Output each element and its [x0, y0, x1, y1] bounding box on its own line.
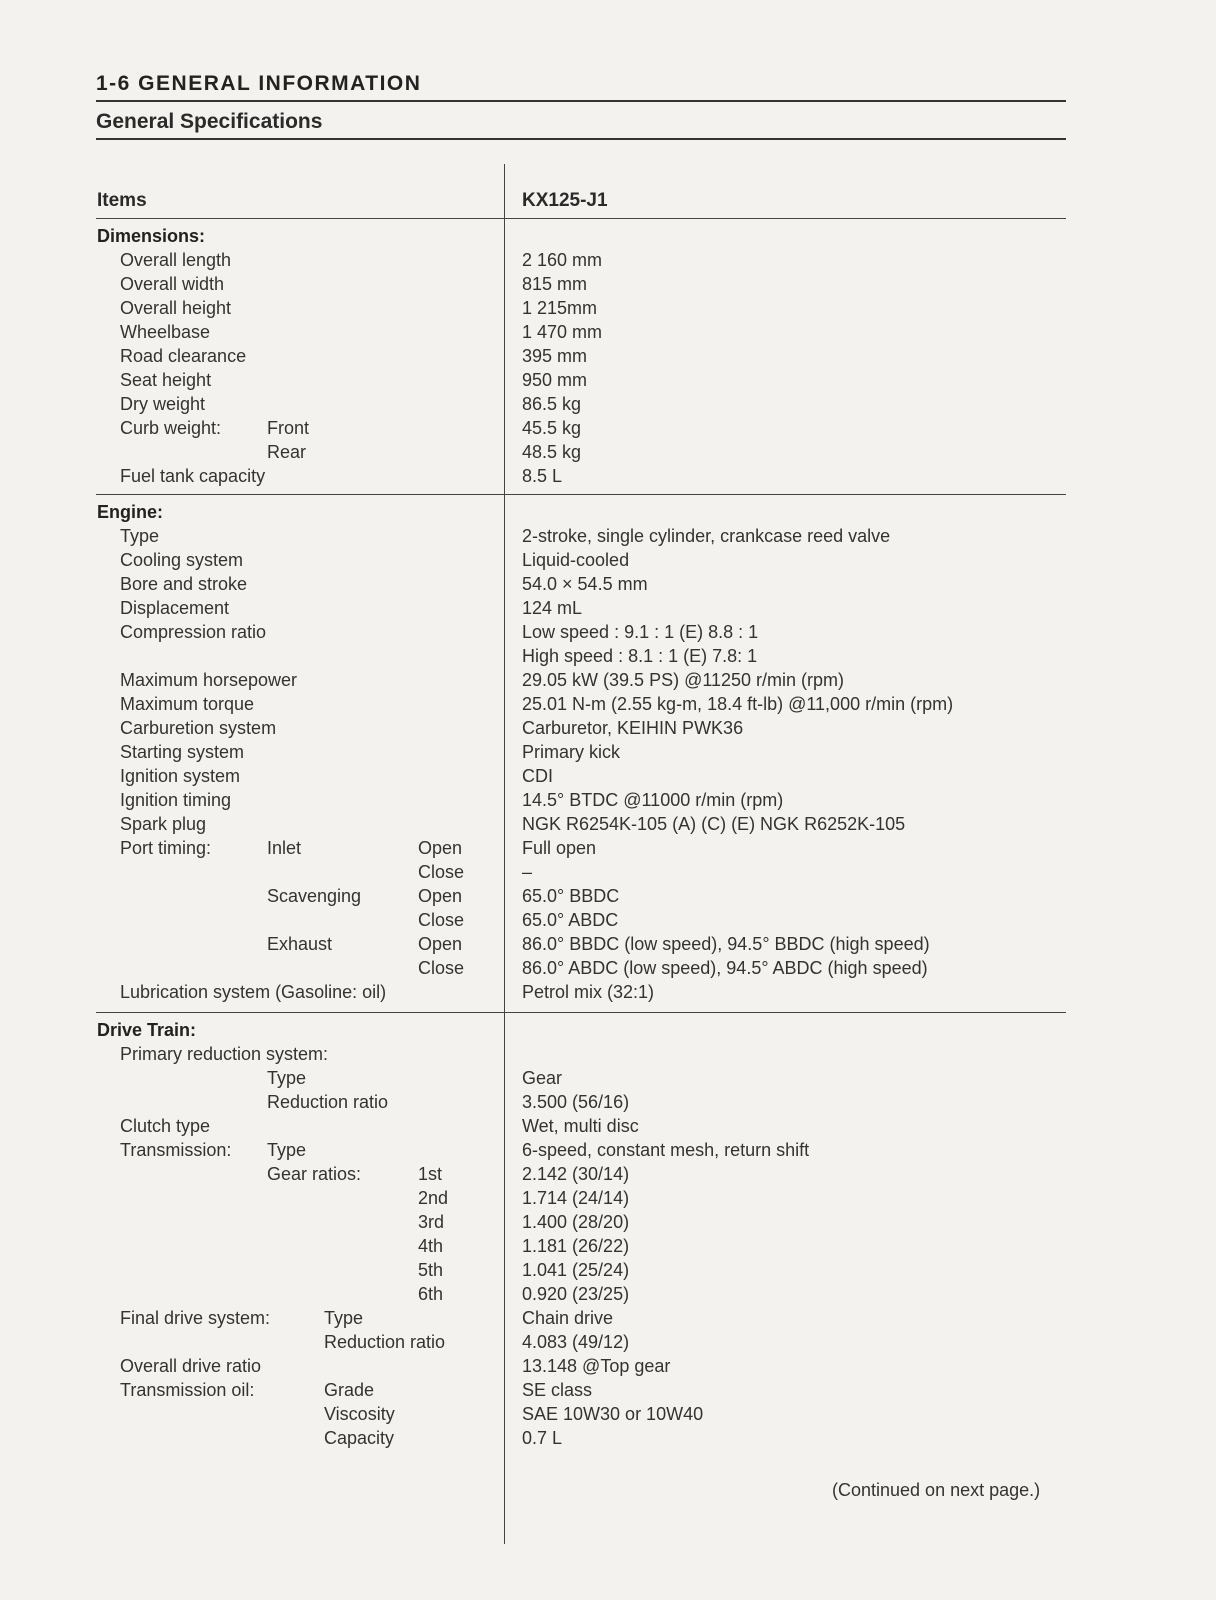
sub-item-label: Viscosity [324, 1404, 395, 1424]
section-divider [96, 1012, 1066, 1013]
spec-value: 6-speed, constant mesh, return shift [522, 1140, 810, 1160]
item-label: Dry weight [120, 394, 206, 414]
item-label: Ignition system [120, 766, 241, 786]
spec-value: 86.5 kg [522, 394, 582, 414]
detail-label: Open [418, 838, 463, 858]
item-label: Maximum torque [120, 694, 255, 714]
spec-value: 4.083 (49/12) [522, 1332, 630, 1352]
spec-value: 395 mm [522, 346, 588, 366]
sub-item-label: Exhaust [267, 934, 333, 954]
spec-value: Chain drive [522, 1308, 614, 1328]
spec-row [0, 344, 1216, 368]
spec-value: Primary kick [522, 742, 620, 762]
spec-value: CDI [522, 766, 553, 786]
item-label: Cooling system [120, 550, 244, 570]
spec-row [0, 524, 1216, 548]
detail-label: Open [418, 886, 463, 906]
sub-item-label: Gear ratios: [267, 1164, 362, 1184]
spec-value: Wet, multi disc [522, 1116, 639, 1136]
item-label: Primary reduction system: [120, 1044, 329, 1064]
spec-value: 48.5 kg [522, 442, 582, 462]
spec-row [0, 860, 1216, 884]
spec-value: 2 160 mm [522, 250, 603, 270]
spec-row [0, 368, 1216, 392]
spec-value: 2.142 (30/14) [522, 1164, 630, 1184]
spec-row [0, 1138, 1216, 1162]
detail-label: 6th [418, 1284, 444, 1304]
spec-value: 8.5 L [522, 466, 563, 486]
spec-value: Petrol mix (32:1) [522, 982, 655, 1002]
spec-row [0, 548, 1216, 572]
spec-value: 815 mm [522, 274, 588, 294]
spec-row [0, 1306, 1216, 1330]
item-label: Road clearance [120, 346, 247, 366]
spec-value: 1.400 (28/20) [522, 1212, 630, 1232]
spec-value: NGK R6254K-105 (A) (C) (E) NGK R6252K-105 [522, 814, 906, 834]
spec-value: 14.5° BTDC @11000 r/min (rpm) [522, 790, 784, 810]
item-label: Seat height [120, 370, 212, 390]
item-label: Port timing: [120, 838, 212, 858]
spec-row [0, 908, 1216, 932]
spec-value: 13.148 @Top gear [522, 1356, 671, 1376]
category-label: Engine: [97, 502, 163, 522]
spec-value: 1.181 (26/22) [522, 1236, 630, 1256]
spec-value: Full open [522, 838, 597, 858]
item-label: Displacement [120, 598, 230, 618]
spec-row [0, 1186, 1216, 1210]
spec-value: Gear [522, 1068, 563, 1088]
spec-row [0, 1162, 1216, 1186]
item-label: Ignition timing [120, 790, 232, 810]
item-label: Overall drive ratio [120, 1356, 262, 1376]
item-label: Type [120, 526, 160, 546]
spec-value: 1 470 mm [522, 322, 603, 342]
spec-row [0, 1210, 1216, 1234]
spec-value: 29.05 kW (39.5 PS) @11250 r/min (rpm) [522, 670, 845, 690]
spec-row [0, 932, 1216, 956]
spec-row [0, 1066, 1216, 1090]
spec-row [0, 668, 1216, 692]
item-label: Final drive system: [120, 1308, 271, 1328]
item-label: Transmission: [120, 1140, 232, 1160]
spec-value: 1.714 (24/14) [522, 1188, 630, 1208]
model-column-header: KX125-J1 [522, 190, 608, 211]
spec-row [0, 1354, 1216, 1378]
section-title: General Specifications [96, 110, 323, 133]
sub-item-label: Capacity [324, 1428, 395, 1448]
spec-row [0, 620, 1216, 644]
spec-row [0, 1426, 1216, 1450]
chapter-heading: 1-6 GENERAL INFORMATION [96, 72, 422, 95]
sub-item-label: Reduction ratio [324, 1332, 446, 1352]
spec-value: 65.0° ABDC [522, 910, 619, 930]
spec-value: 86.0° BBDC (low speed), 94.5° BBDC (high speed) [522, 934, 930, 954]
spec-row [0, 572, 1216, 596]
sub-item-label: Scavenging [267, 886, 362, 906]
spec-row [0, 392, 1216, 416]
sub-item-label: Grade [324, 1380, 375, 1400]
spec-row [0, 692, 1216, 716]
spec-row [0, 716, 1216, 740]
continued-note: (Continued on next page.) [832, 1480, 1041, 1500]
sub-item-label: Inlet [267, 838, 302, 858]
spec-row [0, 1378, 1216, 1402]
spec-value: 3.500 (56/16) [522, 1092, 630, 1112]
spec-row [0, 644, 1216, 668]
item-label: Overall height [120, 298, 232, 318]
spec-row [0, 740, 1216, 764]
heading-rule [96, 100, 1066, 102]
sub-item-label: Rear [267, 442, 307, 462]
spec-row [0, 272, 1216, 296]
items-column-header: Items [97, 190, 147, 211]
spec-value: 45.5 kg [522, 418, 582, 438]
category-label: Drive Train: [97, 1020, 197, 1040]
spec-row [0, 1114, 1216, 1138]
item-label: Curb weight: [120, 418, 222, 438]
spec-row [0, 296, 1216, 320]
sub-item-label: Type [267, 1140, 307, 1160]
detail-label: 2nd [418, 1188, 449, 1208]
spec-row [0, 1234, 1216, 1258]
item-label: Overall width [120, 274, 225, 294]
item-label: Maximum horsepower [120, 670, 298, 690]
item-label: Lubrication system (Gasoline: oil) [120, 982, 387, 1002]
spec-value: Low speed : 9.1 : 1 (E) 8.8 : 1 [522, 622, 759, 642]
spec-value: – [522, 862, 533, 882]
item-label: Fuel tank capacity [120, 466, 266, 486]
spec-category-row [0, 224, 1216, 248]
item-label: Carburetion system [120, 718, 277, 738]
detail-label: 3rd [418, 1212, 445, 1232]
sub-item-label: Front [267, 418, 310, 438]
spec-row [0, 764, 1216, 788]
spec-value: 124 mL [522, 598, 583, 618]
spec-value: 65.0° BBDC [522, 886, 620, 906]
item-label: Clutch type [120, 1116, 211, 1136]
spec-value: SE class [522, 1380, 593, 1400]
sub-item-label: Reduction ratio [267, 1092, 389, 1112]
item-label: Spark plug [120, 814, 207, 834]
spec-row [0, 836, 1216, 860]
spec-row [0, 596, 1216, 620]
spec-row [0, 980, 1216, 1004]
spec-value: SAE 10W30 or 10W40 [522, 1404, 704, 1424]
detail-label: Close [418, 958, 465, 978]
spec-value: 0.7 L [522, 1428, 563, 1448]
detail-label: 4th [418, 1236, 444, 1256]
spec-row [0, 1258, 1216, 1282]
item-label: Compression ratio [120, 622, 267, 642]
detail-label: 1st [418, 1164, 443, 1184]
spec-row [0, 248, 1216, 272]
spec-value: 86.0° ABDC (low speed), 94.5° ABDC (high speed) [522, 958, 928, 978]
spec-value: 1.041 (25/24) [522, 1260, 630, 1280]
spec-row [0, 320, 1216, 344]
spec-row [0, 464, 1216, 488]
spec-row [0, 1402, 1216, 1426]
spec-row [0, 788, 1216, 812]
item-label: Wheelbase [120, 322, 211, 342]
spec-row [0, 416, 1216, 440]
spec-value: 950 mm [522, 370, 588, 390]
spec-row [0, 440, 1216, 464]
sub-item-label: Type [324, 1308, 364, 1328]
spec-row [0, 1042, 1216, 1066]
spec-value: 1 215mm [522, 298, 598, 318]
spec-category-row [0, 1018, 1216, 1042]
spec-row [0, 1330, 1216, 1354]
spec-row [0, 956, 1216, 980]
spec-row [0, 812, 1216, 836]
item-label: Bore and stroke [120, 574, 248, 594]
detail-label: Close [418, 862, 465, 882]
spec-value: Liquid-cooled [522, 550, 630, 570]
spec-value: 54.0 × 54.5 mm [522, 574, 648, 594]
spec-value: High speed : 8.1 : 1 (E) 7.8: 1 [522, 646, 758, 666]
spec-value: 25.01 N-m (2.55 kg-m, 18.4 ft-lb) @11,000 r/min (rpm) [522, 694, 954, 714]
spec-row [0, 1282, 1216, 1306]
item-label: Transmission oil: [120, 1380, 255, 1400]
item-label: Starting system [120, 742, 245, 762]
spec-value: 0.920 (23/25) [522, 1284, 630, 1304]
sub-item-label: Type [267, 1068, 307, 1088]
spec-row [0, 1090, 1216, 1114]
detail-label: Open [418, 934, 463, 954]
spec-row [0, 884, 1216, 908]
section-rule [96, 138, 1066, 140]
spec-value: 2-stroke, single cylinder, crankcase reed valve [522, 526, 891, 546]
detail-label: 5th [418, 1260, 444, 1280]
item-label: Overall length [120, 250, 232, 270]
spec-category-row [0, 500, 1216, 524]
spec-value: Carburetor, KEIHIN PWK36 [522, 718, 744, 738]
section-divider [96, 494, 1066, 495]
category-label: Dimensions: [97, 226, 206, 246]
header-rule [96, 218, 1066, 219]
detail-label: Close [418, 910, 465, 930]
